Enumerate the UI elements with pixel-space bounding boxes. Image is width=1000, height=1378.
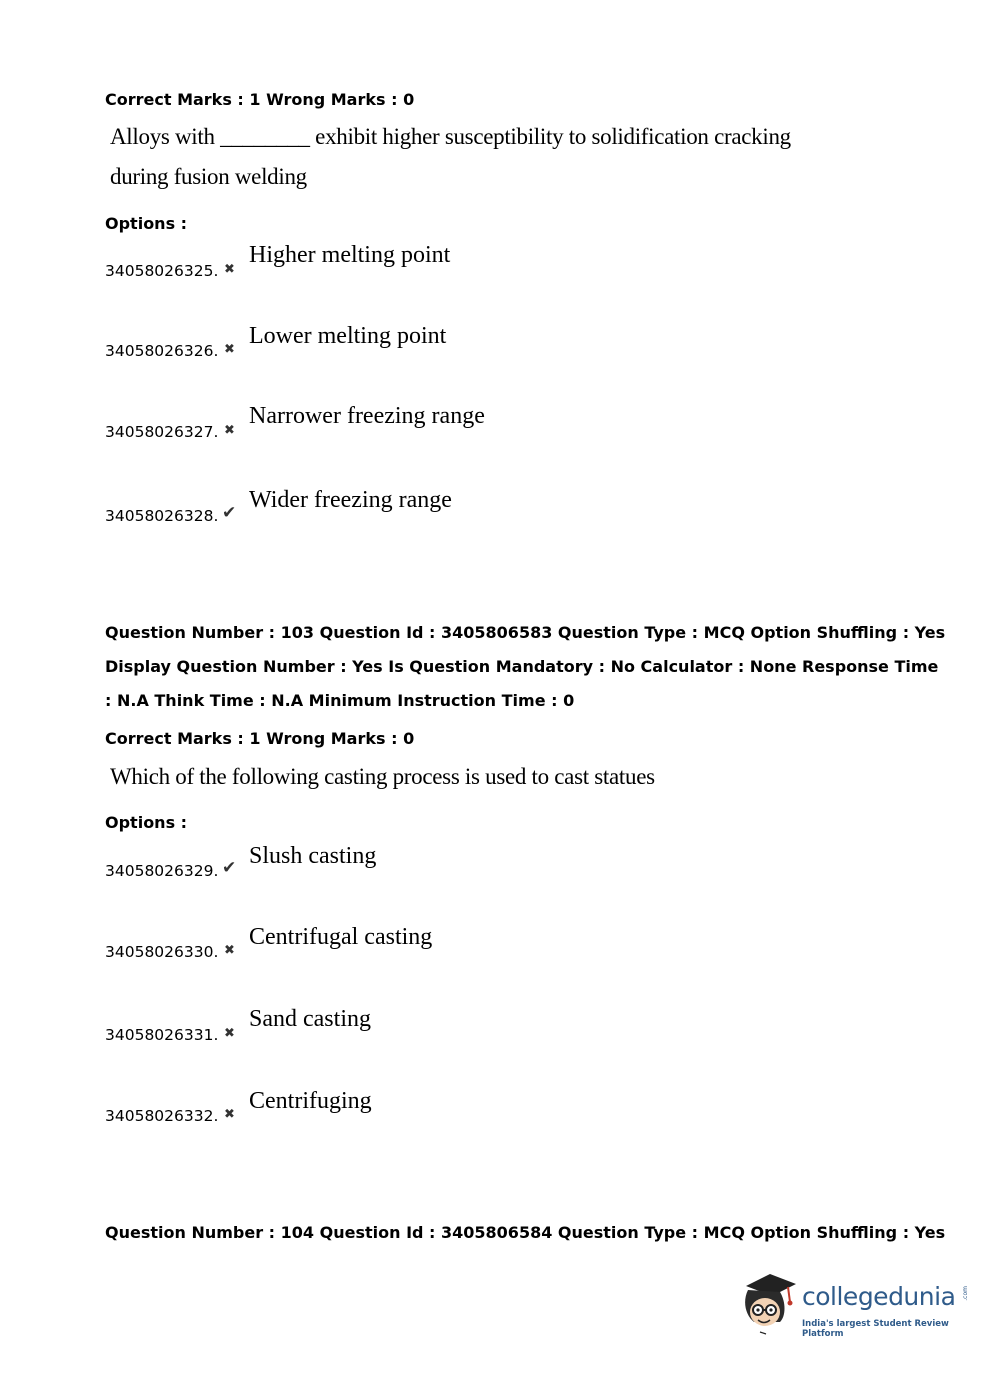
logo-tagline: India's largest Student Review Platform <box>802 1319 949 1339</box>
q102-options-label: Options : <box>105 214 188 233</box>
option-text: Sand casting <box>249 1006 371 1032</box>
q102-question-line1: Alloys with ________ exhibit higher susceptibility to solidification cracking <box>110 124 791 149</box>
q103-meta-line2: Display Question Number : Yes Is Question Mandatory : No Calculator : None Response Time <box>105 657 939 676</box>
q103-meta-line1: Question Number : 103 Question Id : 3405806583 Question Type : MCQ Option Shuffling : Yes <box>105 623 946 642</box>
option-id: 34058026331. <box>105 1026 219 1044</box>
option-id: 34058026330. <box>105 943 219 961</box>
q102-marks: Correct Marks : 1 Wrong Marks : 0 <box>105 90 415 109</box>
wrong-mark-icon: ✖ <box>224 423 235 438</box>
option-text: Wider freezing range <box>249 487 452 513</box>
q102-question-line2: during fusion welding <box>110 164 307 189</box>
logo-suffix: .com <box>962 1286 969 1301</box>
option-text: Narrower freezing range <box>249 403 485 429</box>
option-text: Higher melting point <box>249 242 451 268</box>
q103-options-label: Options : <box>105 813 188 832</box>
option-id: 34058026329. <box>105 862 219 880</box>
q103-meta-line3: : N.A Think Time : N.A Minimum Instruction Time : 0 <box>105 691 575 710</box>
correct-check-icon: ✔ <box>222 858 237 878</box>
wrong-mark-icon: ✖ <box>224 342 235 357</box>
option-id: 34058026327. <box>105 423 219 441</box>
wrong-mark-icon: ✖ <box>224 1026 235 1041</box>
option-text: Centrifuging <box>249 1088 372 1114</box>
correct-check-icon: ✔ <box>222 503 237 523</box>
wrong-mark-icon: ✖ <box>224 943 235 958</box>
option-id: 34058026325. <box>105 262 219 280</box>
option-id: 34058026326. <box>105 342 219 360</box>
option-text: Centrifugal casting <box>249 924 433 950</box>
option-id: 34058026328. <box>105 507 219 525</box>
option-text: Slush casting <box>249 843 377 869</box>
collegedunia-logo <box>740 1272 980 1342</box>
wrong-mark-icon: ✖ <box>224 262 235 277</box>
option-text: Lower melting point <box>249 323 447 349</box>
wrong-mark-icon: ✖ <box>224 1107 235 1122</box>
mascot-icon <box>740 1272 800 1338</box>
q103-question: Which of the following casting process is used to cast statues <box>110 764 655 789</box>
q103-marks: Correct Marks : 1 Wrong Marks : 0 <box>105 729 415 748</box>
option-id: 34058026332. <box>105 1107 219 1125</box>
logo-wordmark: collegedunia <box>802 1282 956 1311</box>
q104-meta-line1: Question Number : 104 Question Id : 3405806584 Question Type : MCQ Option Shuffling : Yes <box>105 1223 946 1242</box>
